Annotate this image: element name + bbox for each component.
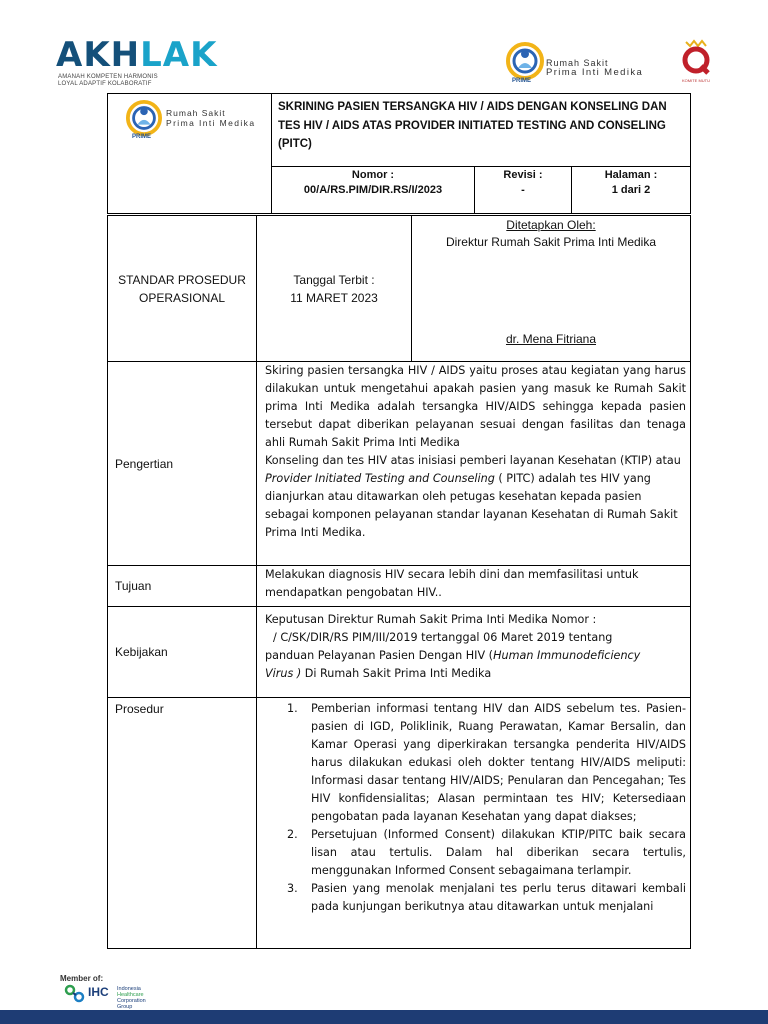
prime-emblem-icon [506, 42, 544, 80]
pengertian-content-cell: Skiring pasien tersangka HIV / AIDS yaitu proses atau kegiatan yang harus dilakukan untuk mengetahui apakah pasien yang masuk ke Rumah Sakit prima Inti Medika adalah tersangka HIV/AIDS sehingga kepada pasien tersebut dapat diberikan pelayanan sesuai dengan fasilitas dan tenaga ahli Rumah Sakit Prima Inti Medika Konseling dan tes HIV atas inisiasi pemberi layanan Kesehatan (KTIP) atau Provider Initiated Testing and Counseling ( PITC) adalah tes HIV yang dianjurkan atau ditawarkan oleh petugas kesehatan kepada pasien sebagai komponen pelayanan standar layanan Kesehatan di Rumah Sakit Prima Inti Medika. [257, 362, 691, 566]
hospital-logo-header: Rumah Sakit Prima Inti Medika PRIME [506, 42, 656, 86]
signer-name: dr. Mena Fitriana [505, 332, 597, 346]
document-header-table [107, 93, 691, 214]
sop-body-table [107, 215, 691, 949]
document-title: SKRINING PASIEN TERSANGKA HIV / AIDS DENGAN KONSELING DAN TES HIV / AIDS ATAS PROVIDER INITIATED TESTING AND CONSELING (PITC) [278, 101, 667, 150]
akhlak-tagline: AMANAH KOMPETEN HARMONIS LOYAL ADAPTIF KOLABORATIF [58, 74, 158, 87]
akhlak-logo: AKHLAK [56, 35, 218, 75]
revision-value: - [521, 184, 525, 196]
prime-emblem-icon [126, 100, 162, 136]
member-of-label: Member of: [60, 974, 104, 983]
tujuan-content-cell: Melakukan diagnosis HIV secara lebih dini dan memfasilitasi untuk mendapatkan pengobatan HIV.. [257, 566, 691, 607]
prosedur-content-cell [257, 698, 691, 949]
approval-cell: Ditetapkan Oleh: Direktur Rumah Sakit Prima Inti Medika dr. Mena Fitriana [412, 216, 691, 362]
revisi-cell: Revisi : - [475, 167, 572, 214]
document-number: 00/A/RS.PIM/DIR.RS/I/2023 [303, 184, 443, 196]
issue-date: 11 MARET 2023 [290, 290, 378, 305]
ihc-logo: IHC Indonesia Healthcare Corporation Group [64, 984, 86, 1004]
issue-date-cell: Tanggal Terbit : 11 MARET 2023 [257, 216, 412, 362]
quality-emblem-icon [678, 38, 714, 76]
ihc-emblem-icon [64, 984, 86, 1004]
pengertian-label-cell: Pengertian [108, 362, 257, 566]
title-cell [272, 94, 691, 167]
footer-bar [0, 1010, 768, 1024]
kebijakan-label-cell: Kebijakan [108, 607, 257, 698]
page-count: 1 dari 2 [611, 184, 651, 196]
halaman-cell: Halaman : 1 dari 2 [572, 167, 691, 214]
tujuan-label-cell: Tujuan [108, 566, 257, 607]
header-logo-cell: Rumah Sakit Prima Inti Medika PRIME [108, 94, 272, 214]
prosedur-label-cell: Prosedur [108, 698, 257, 949]
kebijakan-content-cell: Keputusan Direktur Rumah Sakit Prima Inti Medika Nomor : / C/SK/DIR/RS PIM/III/2019 tertanggal 06 Maret 2019 tentang panduan Pelayanan Pasien Dengan HIV (Human Immunodeficiency Virus ) Di Rumah Sakit Prima Inti Medika [257, 607, 691, 698]
nomor-cell: Nomor : 00/A/RS.PIM/DIR.RS/I/2023 [272, 167, 475, 214]
procedure-step: 1. Pemberian informasi tentang HIV dan AIDS sebelum tes. Pasien-pasien di IGD, Poliklinik, Ruang Perawatan, Kamar Bersalin, dan Kamar Operasi yang diperkirakan tersangka penderita HIV/AIDS harus dilakukan edukasi oleh dokter tentang HIV/AIDS meliputi: Informasi dasar tentang HIV/AIDS; Penularan dan Pencegahan; Tes HIV konfidensialitas; Alasan permintaan tes HIV; Ketersediaan pengobatan pada layanan Kesehatan yang dapat diakses; [287, 702, 686, 823]
spo-cell: STANDAR PROSEDUR OPERASIONAL [108, 216, 257, 362]
procedure-step: 2. Persetujuan (Informed Consent) dilakukan KTIP/PITC baik secara lisan atau tertulis. Dalam hal diberikan secara tertulis, menggunakan Informed Consent sebagaimana terlampir. [287, 828, 686, 877]
procedure-step: 3. Pasien yang menolak menjalani tes perlu terus ditawari kembali pada kunjungan berikutnya atau ditawarkan untuk menjalani [287, 882, 686, 913]
quality-committee-logo: KOMITE MUTU [672, 38, 720, 90]
procedure-list [265, 700, 686, 916]
